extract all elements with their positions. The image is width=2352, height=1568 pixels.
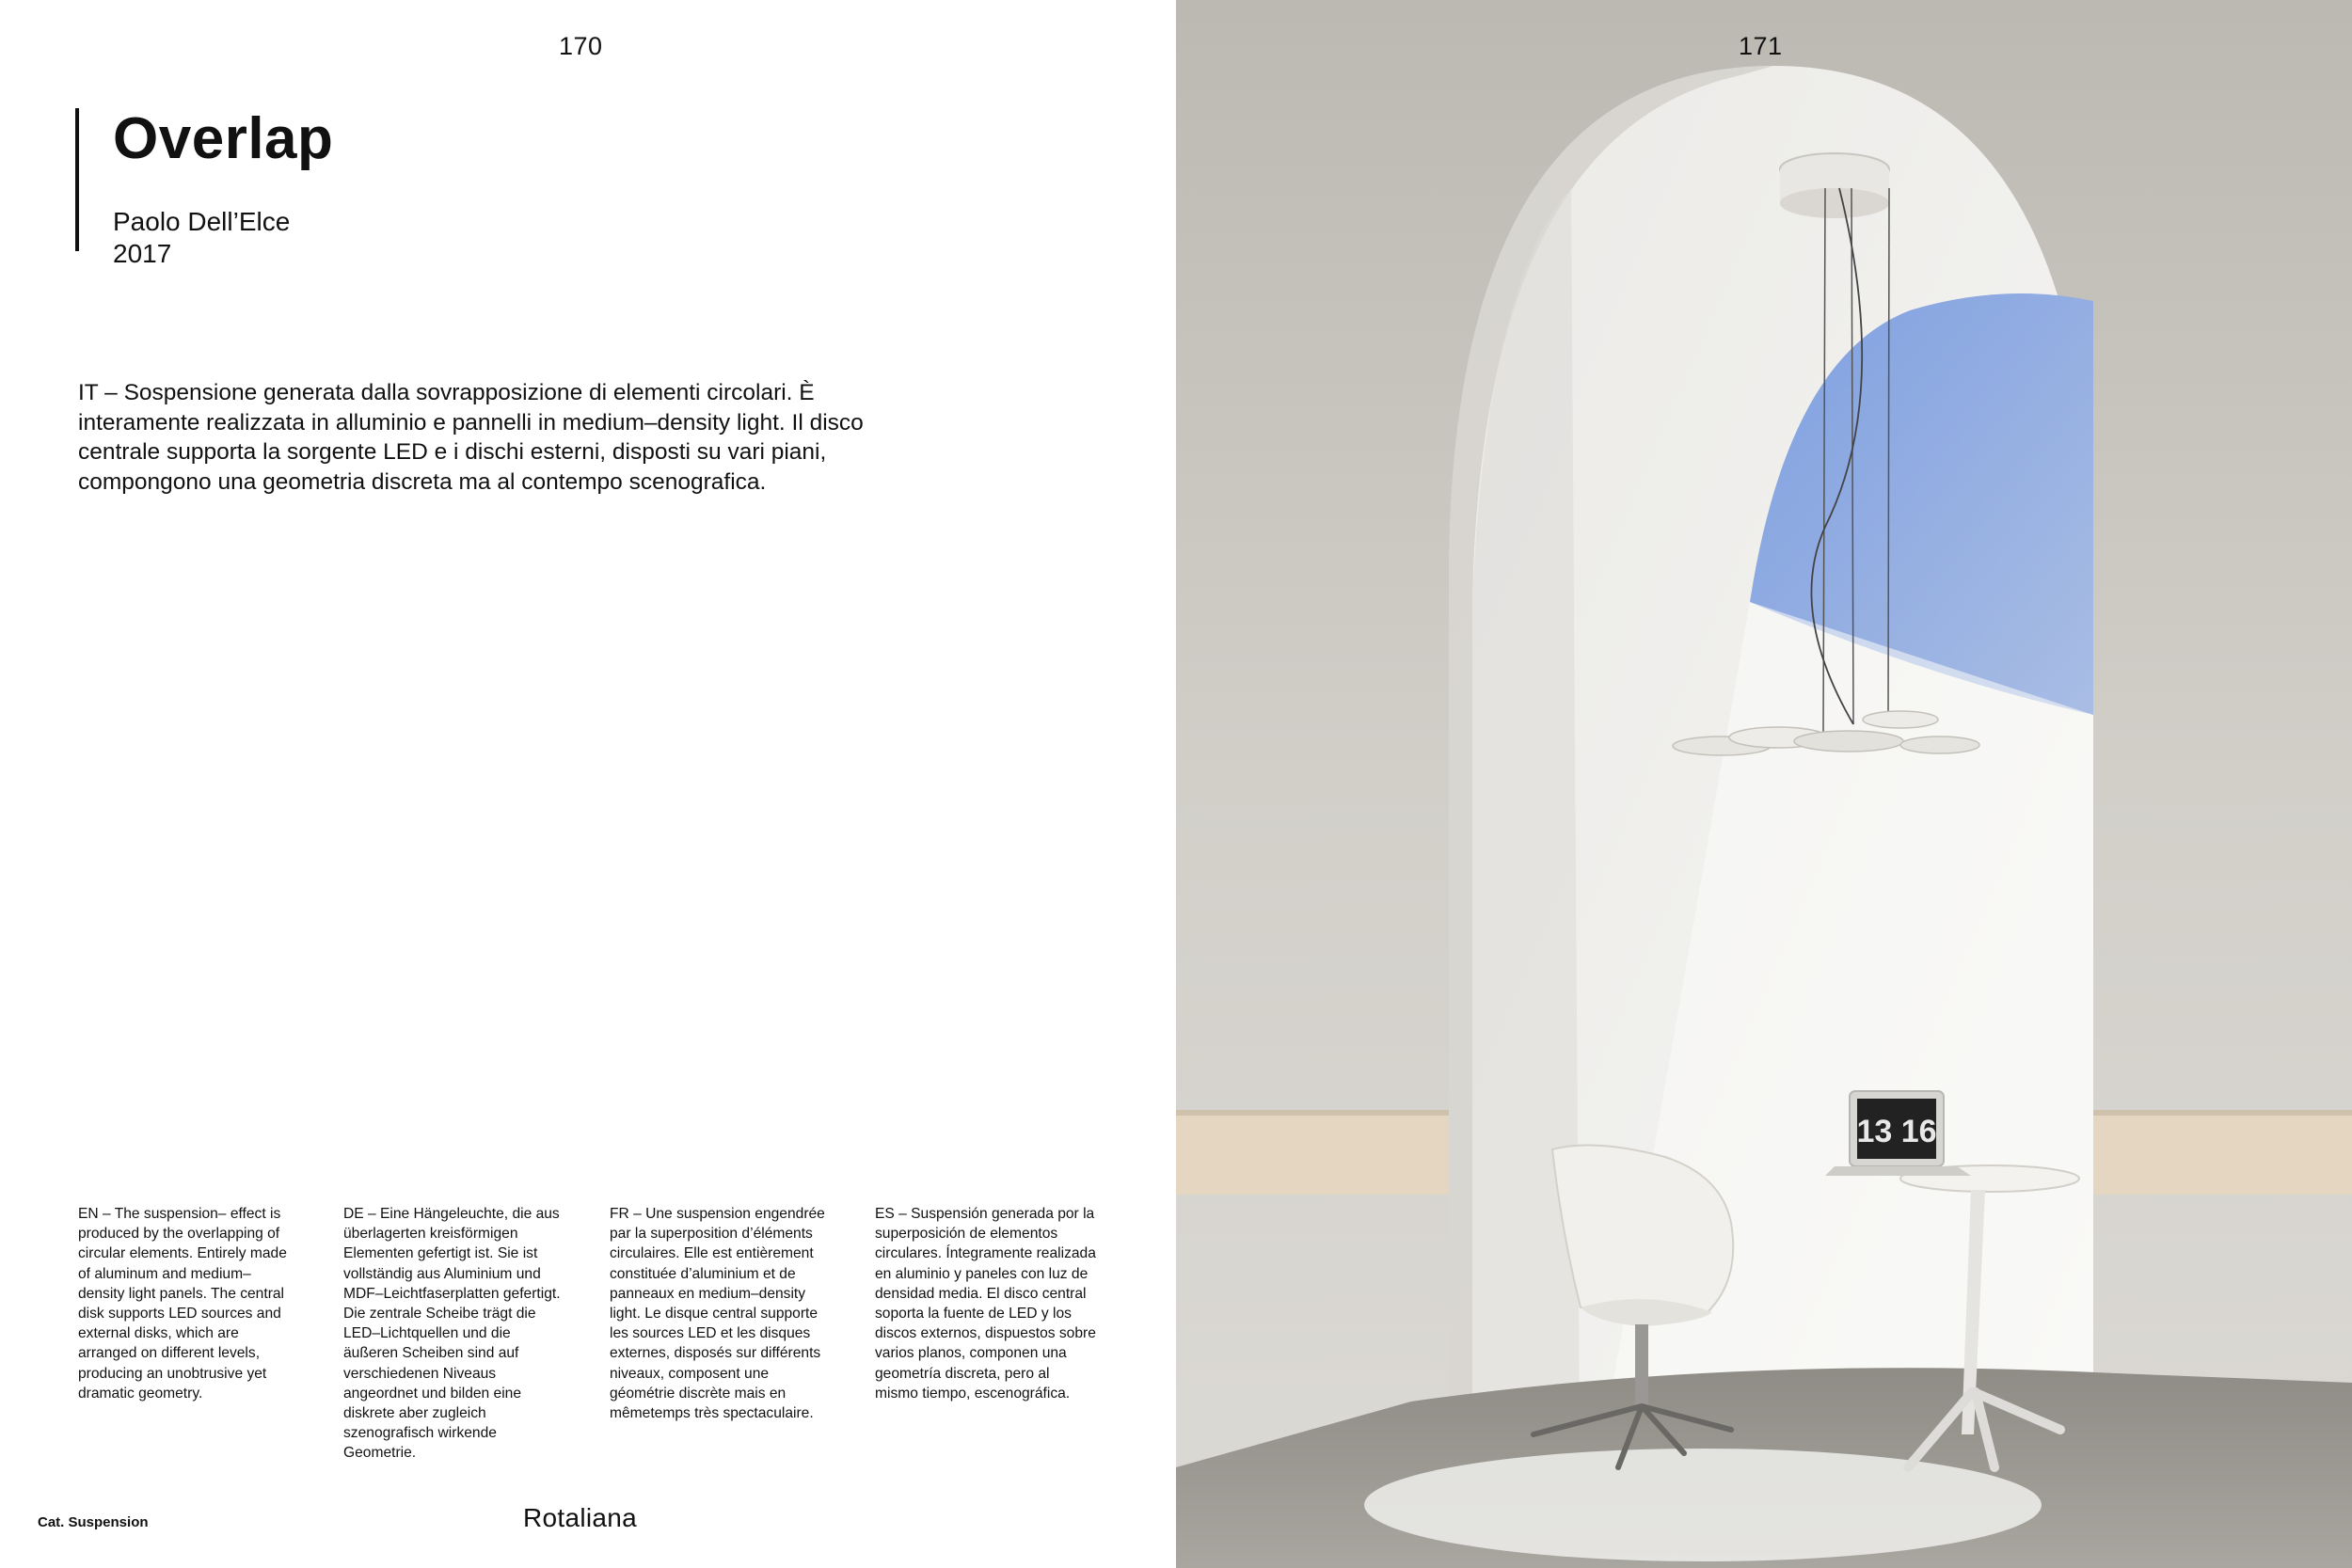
clock-display: 13 16 [1856,1114,1937,1149]
title-block [75,106,334,268]
page-number-right: 171 [1739,32,1783,60]
page-number-left: 170 [559,32,603,60]
description-es: ES – Suspensión generada por la superposición de elementos circulares. Íntegramente realizada en aluminio y paneles con luz de densidad media. El disco central soporta la fuente de LED y los discos externos, dispuestos sobre varios planos, componen una geometría discreta, pero al mismo tiempo, escenográfica. [875,1206,1096,1402]
description-it: IT – Sospensione generata dalla sovrapposizione di elementi circolari. È interamente realizzata in alluminio e pannelli in medium–density light. Il disco centrale supporta la sorgente LED e i dischi esterni, disposti su vari piani, compongono una geometria discreta ma al contempo scenografica. [78,380,864,495]
product-title: Overlap [113,106,334,171]
product-photo [1176,0,2352,1568]
description-fr: FR – Une suspension engendrée par la superposition d’éléments circulaires. Elle est entièrement constituée d’aluminium et de panneaux en medium–density light. Le disque central supporte les sources LED et les disques externes, disposés sur différents niveaux, composent une géométrie discrète mais en mêmetemps très spectaculaire. [610,1206,825,1422]
footer-brand: Rotaliana [523,1503,638,1532]
description-en: EN – The suspension– effect is produced by the overlapping of circular elements. Entirely made of aluminum and medium– density light panels. The central disk supports LED sources and external disks, which are arranged on different levels, producing an unobtrusive yet dramatic geometry. [78,1206,287,1402]
product-year: 2017 [113,239,172,268]
footer-category: Cat. Suspension [38,1514,149,1530]
right-page-photo [1176,0,2352,1568]
description-de: DE – Eine Hängeleuchte, die aus überlagerten kreisförmigen Elementen gefertigt ist. Sie ist vollständig aus Aluminium und MDF–Leichtfaserplatten gefertigt. Die zentrale Scheibe trägt die LED–Lichtquellen und die äußeren Scheiben sind auf verschiedenen Niveaus angeordnet und bilden eine diskrete aber zugleich szenografisch wirkende Geometrie. [343,1206,561,1462]
designer-name: Paolo Dell’Elce [113,207,291,236]
